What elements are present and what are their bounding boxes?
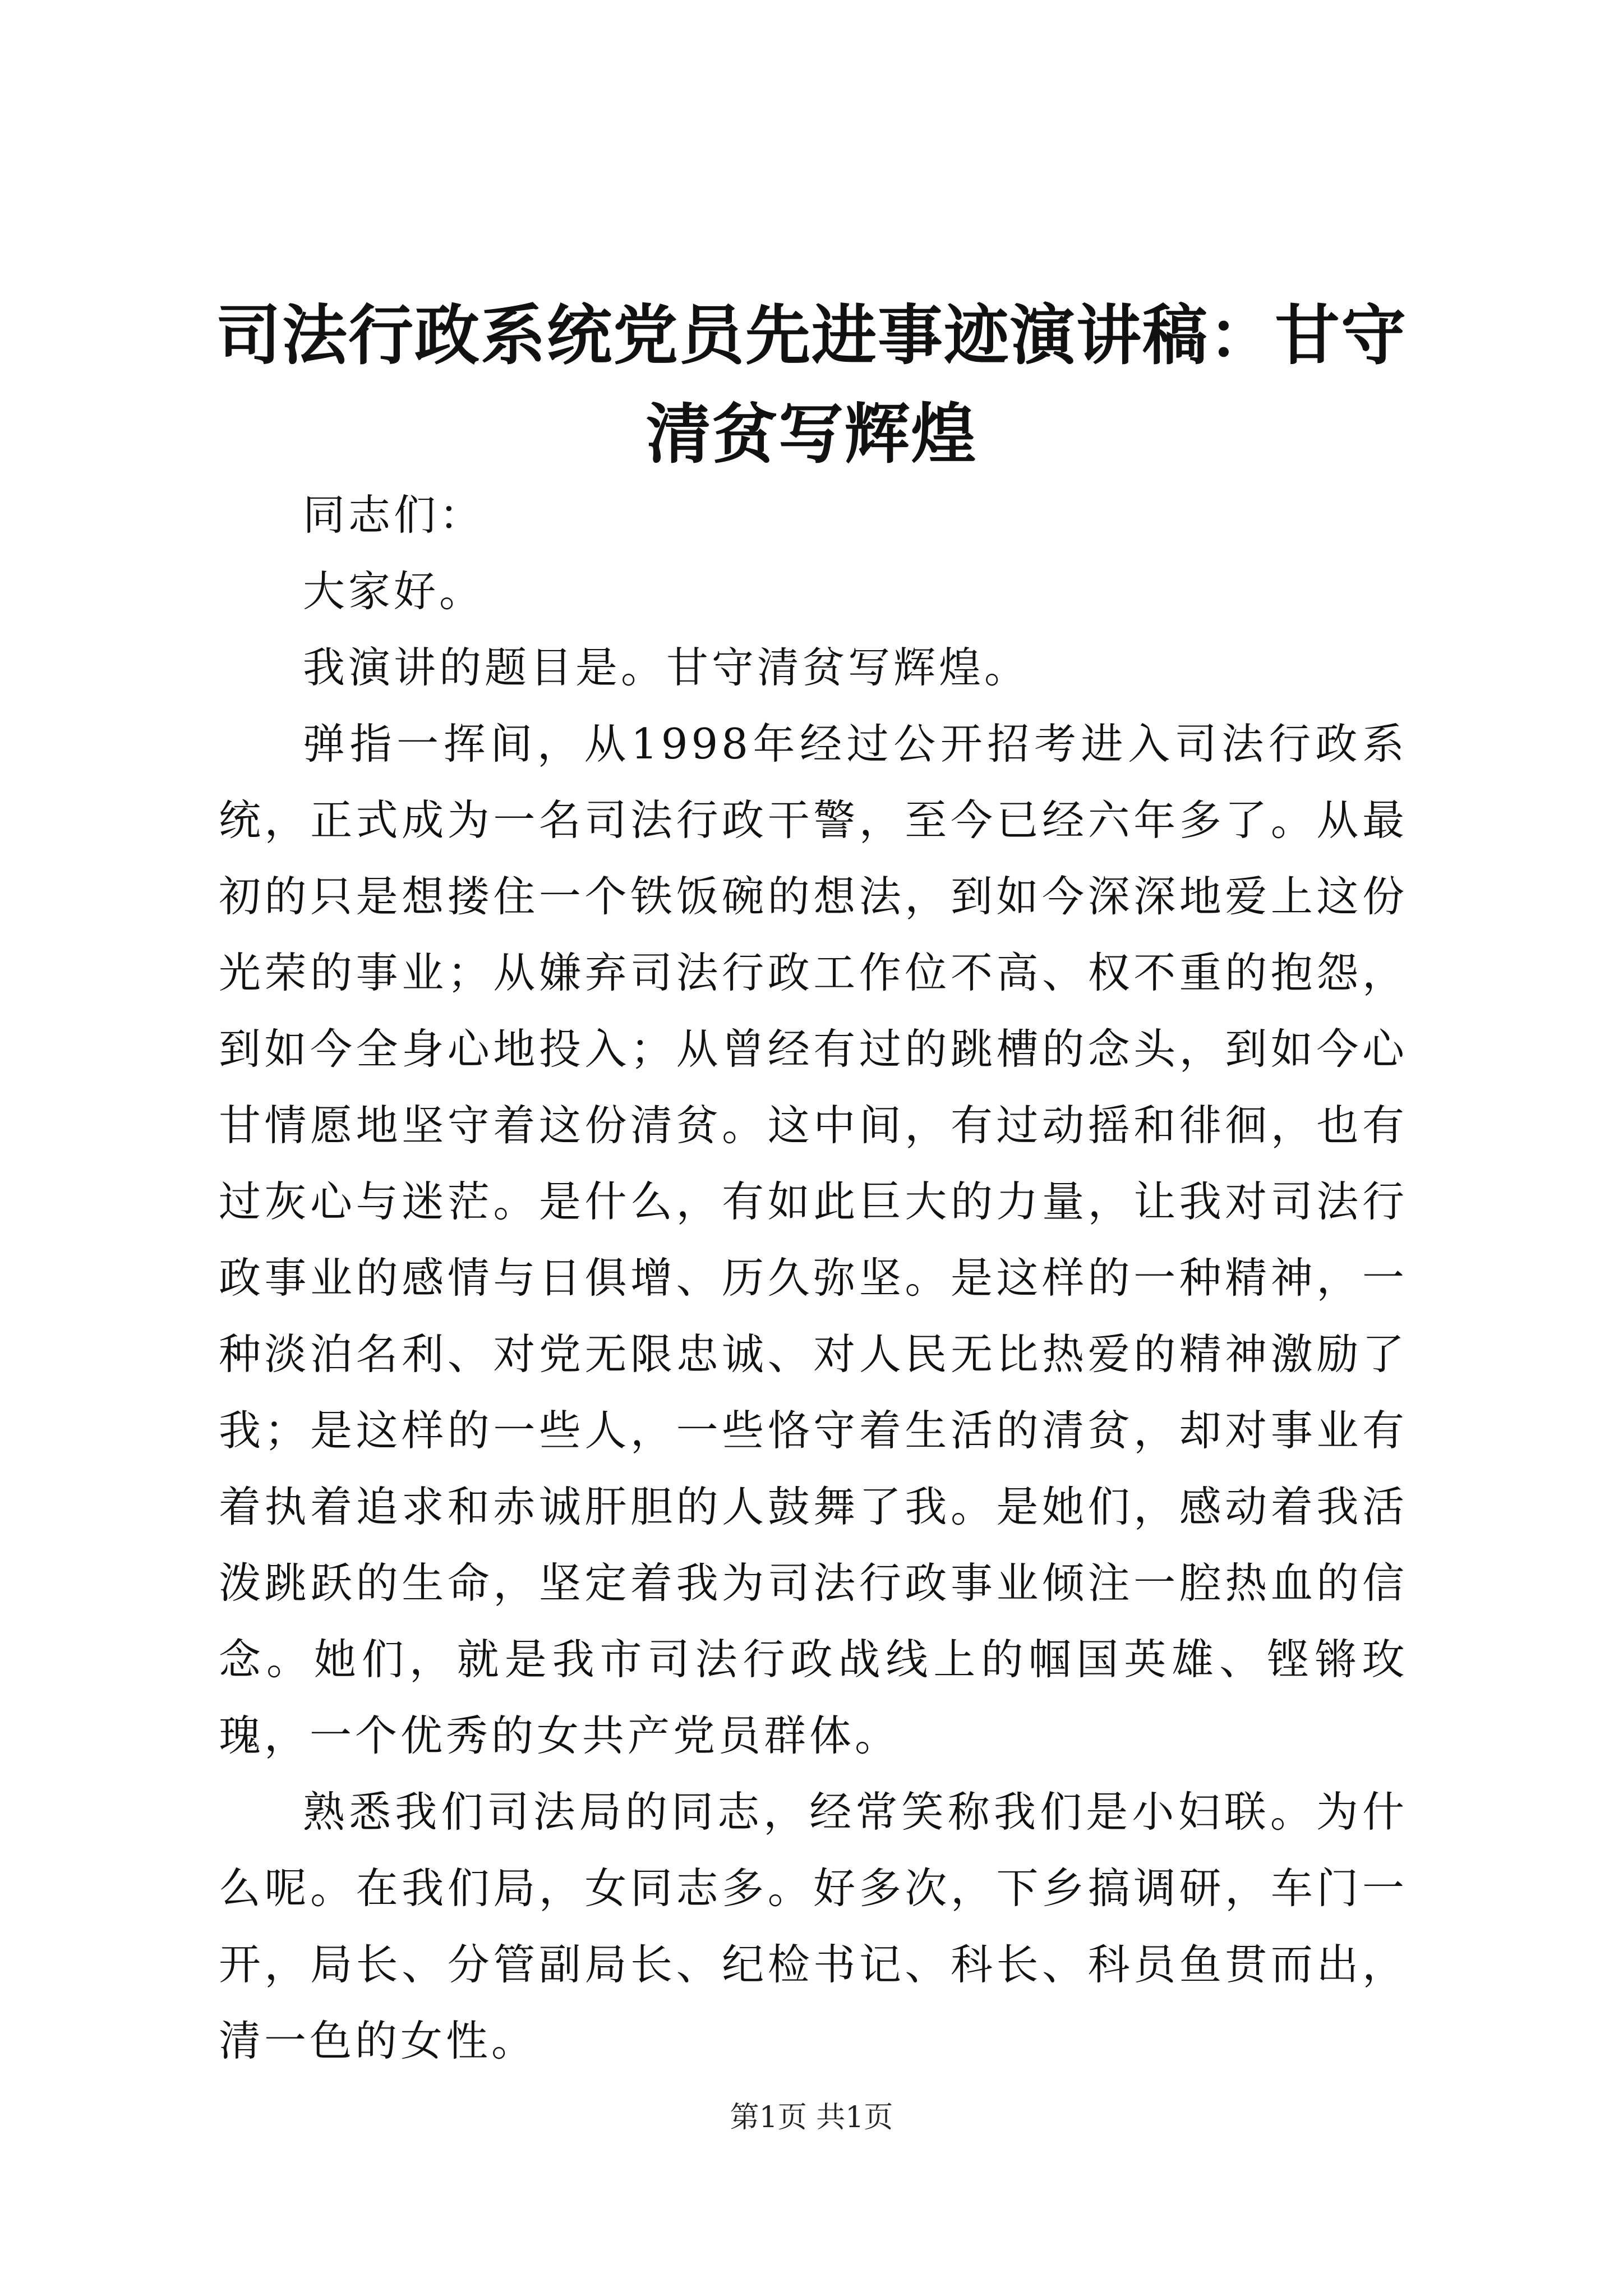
paragraph-topic: 我演讲的题目是。甘守清贫写辉煌。 [303, 643, 1030, 692]
page-footer: 第1页 共1页 [730, 2101, 893, 2134]
document-body [219, 477, 1408, 2079]
paragraph-hello: 大家好。 [303, 567, 485, 616]
paragraph-main: 弹指一挥间，从1998年经过公开招考进入司法行政系统，正式成为一名司法行政干警，至今已经六年多了。从最初的只是想搂住一个铁饭碗的想法，到如今深深地爱上这份光荣的事业；从嫌弃司法行政工作位不高、权不重的抱怨，到如今全身心地投入；从曾经有过的跳槽的念头，到如今心甘情愿地坚守着这份清贫。这中间，有过动摇和徘徊，也有过灰心与迷茫。是什么，有如此巨大的力量，让我对司法行政事业的感情与日俱增、历久弥坚。是这样的一种精神，一种淡泊名利、对党无限忠诚、对人民无比热爱的精神激励了我；是这样的一些人，一些恪守着生活的清贫，却对事业有着执着追求和赤诚肝胆的人鼓舞了我。是她们，感动着我活泼跳跃的生命，坚定着我为司法行政事业倾注一腔热血的信念。她们，就是我市司法行政战线上的帼国英雄、铿锵玫瑰，一个优秀的女共产党员群体。 [219, 719, 1408, 1760]
paragraph-greeting: 同志们： [303, 490, 485, 540]
paragraph-bureau: 熟悉我们司法局的同志，经常笑称我们是小妇联。为什么呢。在我们局，女同志多。好多次，下乡搞调研，车门一开，局长、分管副局长、纪检书记、科长、科员鱼贯而出，清一色的女性。 [219, 1787, 1408, 2065]
document-title: 司法行政系统党员先进事迹演讲稿：甘守清贫写辉煌 [216, 297, 1407, 472]
